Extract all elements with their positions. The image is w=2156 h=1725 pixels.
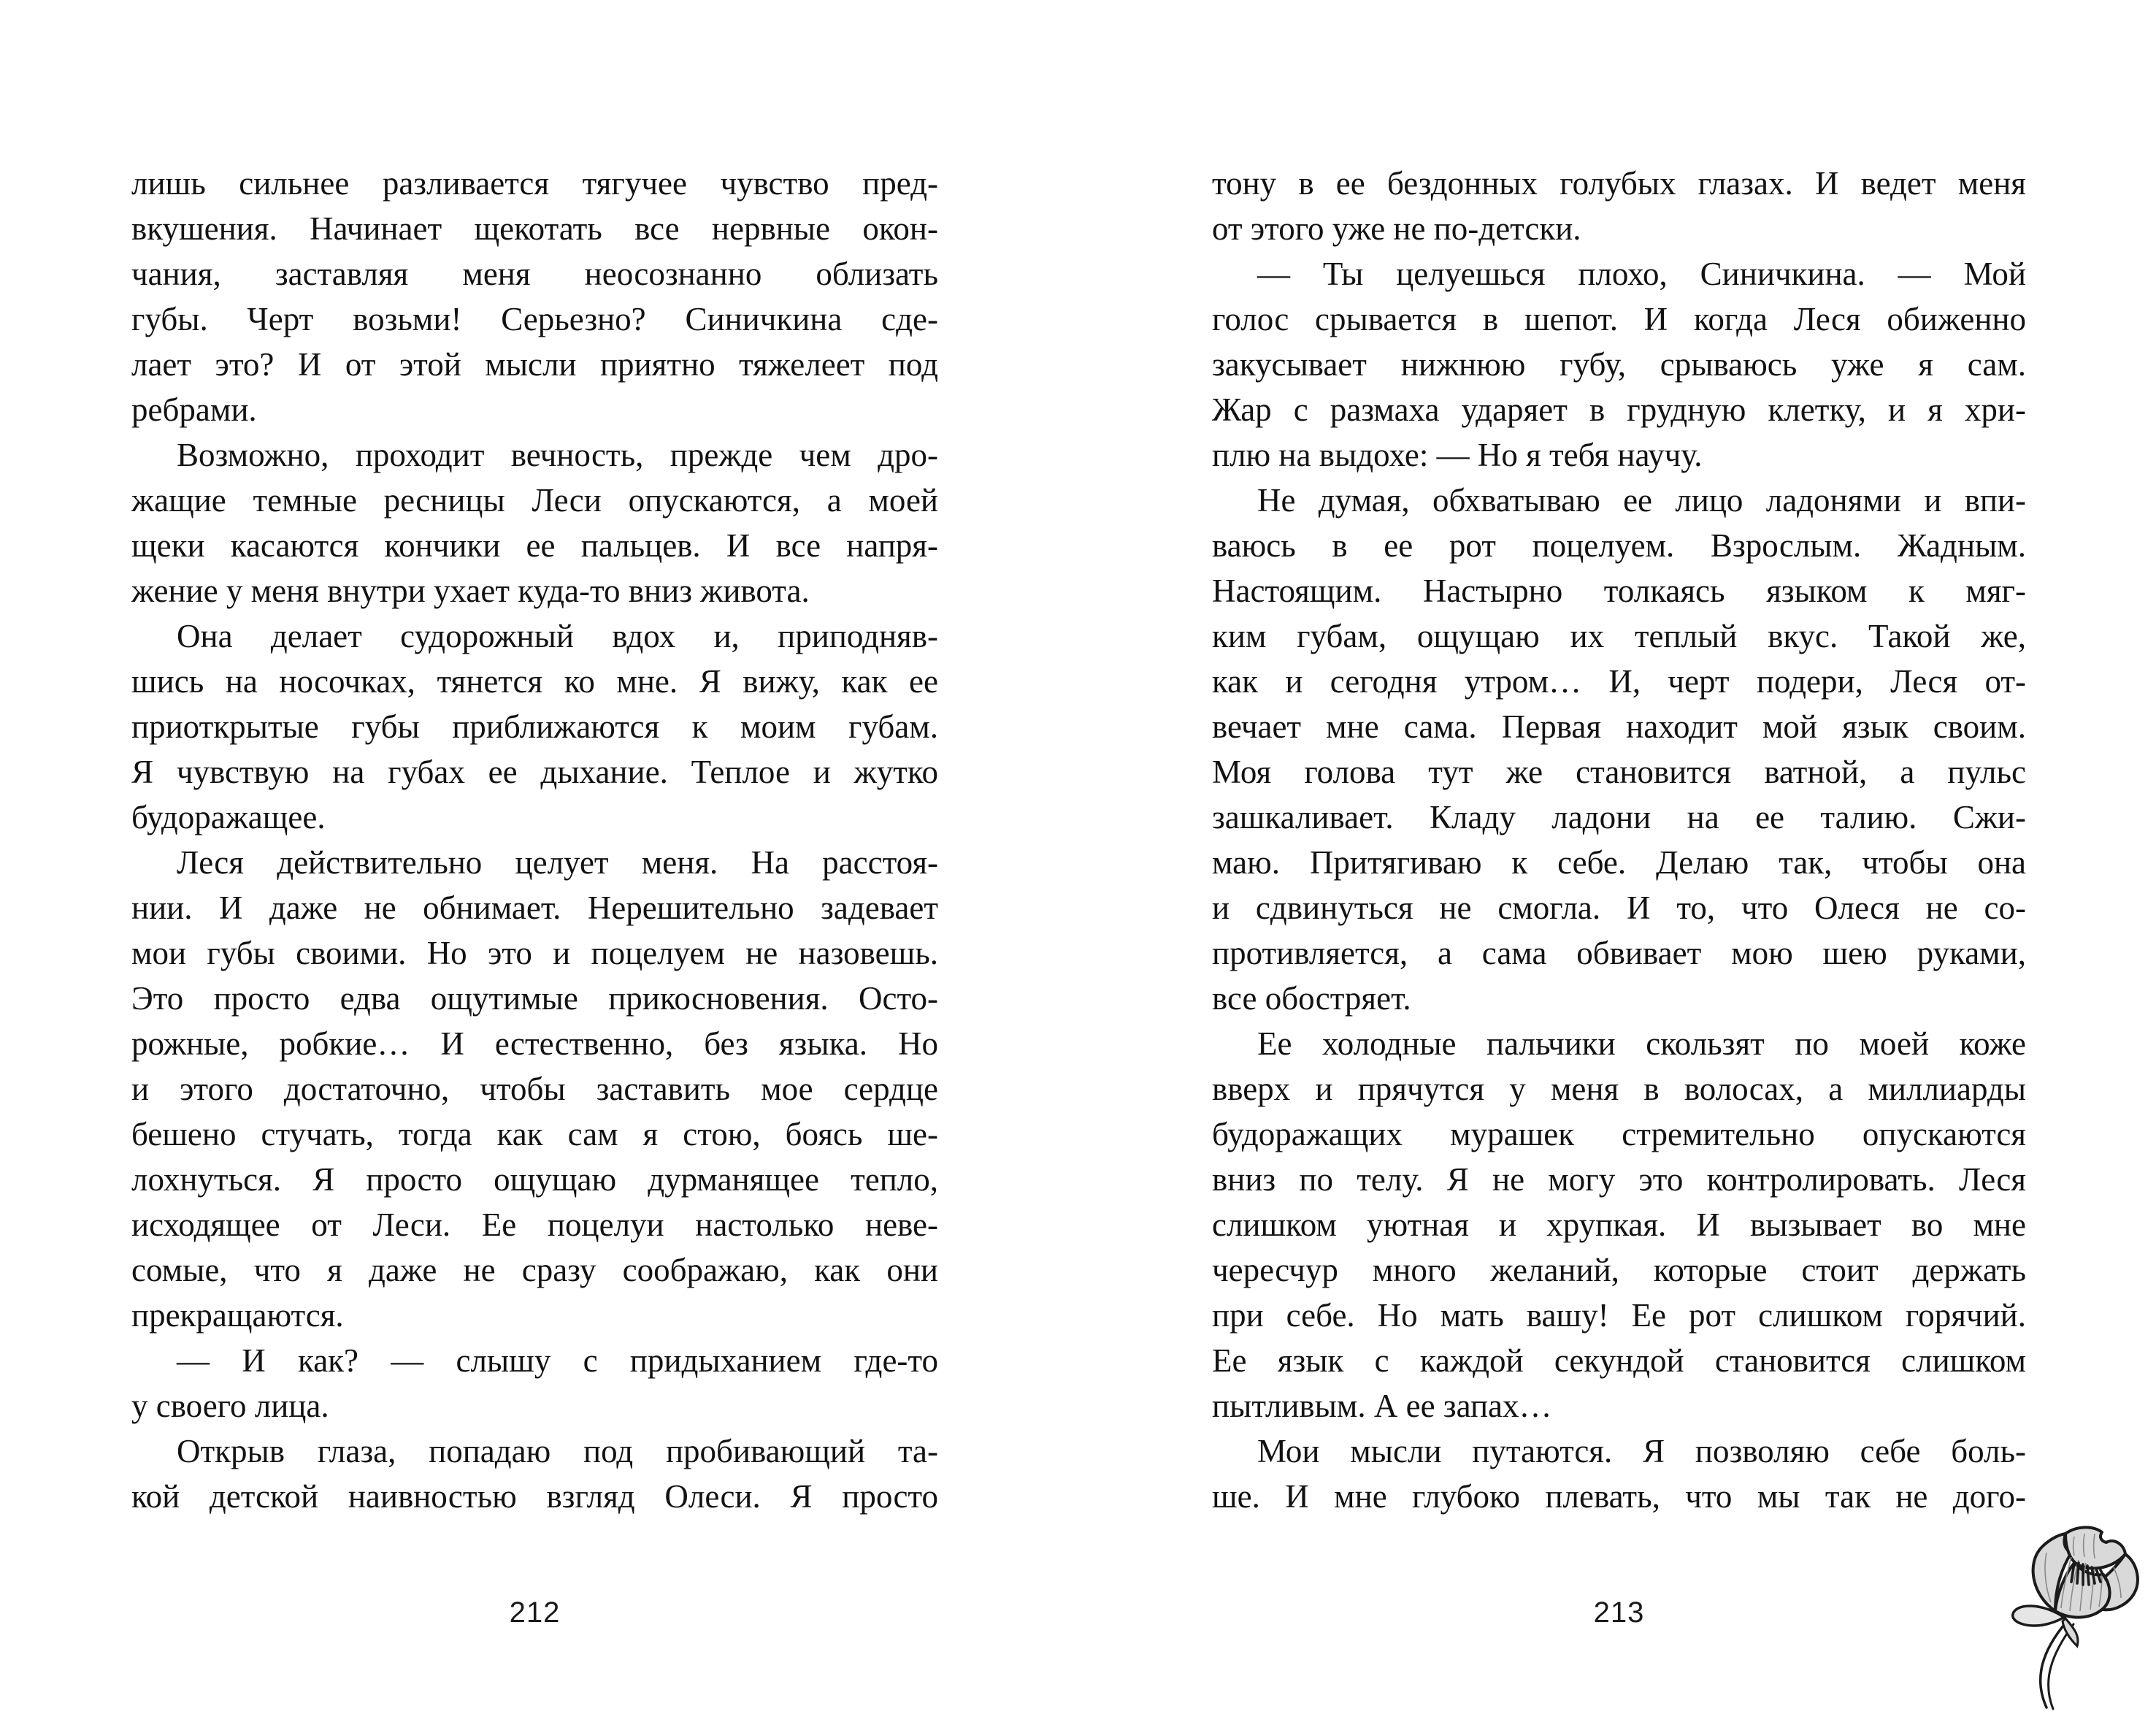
text-line: рожные, робкие… И естественно, без языка. Но bbox=[131, 1025, 938, 1062]
text-line: жение у меня внутри ухает куда-то вниз живота. bbox=[131, 573, 810, 609]
text-line: нии. И даже не обнимает. Нерешительно задевает bbox=[131, 890, 938, 926]
left-page-number: 212 bbox=[509, 1596, 561, 1629]
right-text-column bbox=[1212, 161, 2026, 1519]
text-line: слишком уютная и хрупкая. И вызывает во мне bbox=[1212, 1206, 2026, 1243]
text-line: бешено стучать, тогда как сам я стою, боясь ше- bbox=[131, 1116, 938, 1152]
text-line: ребрами. bbox=[131, 391, 257, 428]
text-line: кой детской наивностью взгляд Олеси. Я просто bbox=[131, 1478, 938, 1515]
text-line: от этого уже не по-детски. bbox=[1212, 210, 1581, 247]
text-line: будоражащее. bbox=[131, 799, 326, 835]
text-line: шись на носочках, тянется ко мне. Я вижу, как ее bbox=[131, 663, 938, 700]
text-line: лишь сильнее разливается тягучее чувство пред- bbox=[131, 165, 938, 202]
text-line: Не думая, обхватываю ее лицо ладонями и впи- bbox=[1257, 482, 2026, 519]
text-line: Открыв глаза, попадаю под пробивающий та- bbox=[177, 1433, 938, 1469]
text-line: голос срывается в шепот. И когда Леся обиженно bbox=[1212, 301, 2026, 337]
text-line: Я чувствую на губах ее дыхание. Теплое и жутко bbox=[131, 754, 938, 790]
flower-stem-line bbox=[2041, 1621, 2067, 1707]
text-line: прекращаются. bbox=[131, 1297, 344, 1334]
text-line: плю на выдохе: — Но я тебя научу. bbox=[1212, 437, 1703, 473]
text-line: чания, заставляя меня неосознанно облизать bbox=[131, 256, 938, 292]
text-line: будоражащих мурашек стремительно опускаются bbox=[1212, 1116, 2026, 1152]
text-line: ваюсь в ее рот поцелуем. Взрослым. Жадным. bbox=[1212, 527, 2026, 564]
text-line: губы. Черт возьми! Серьезно? Синичкина сде- bbox=[131, 301, 938, 337]
text-line: Она делает судорожный вдох и, приподняв- bbox=[177, 618, 938, 654]
text-line: и этого достаточно, чтобы заставить мое сердце bbox=[131, 1071, 938, 1107]
text-line: ше. И мне глубоко плевать, что мы так не дого- bbox=[1212, 1478, 2026, 1515]
text-line: противляется, а сама обвивает мою шею руками, bbox=[1212, 935, 2026, 971]
text-line: Леся действительно целует меня. На расстоя- bbox=[177, 844, 938, 881]
text-line: — Ты целуешься плохо, Синичкина. — Мой bbox=[1257, 256, 2026, 292]
text-line: — И как? — слышу с придыханием где-то bbox=[177, 1342, 938, 1379]
text-line: исходящее от Леси. Ее поцелуи настолько неве- bbox=[131, 1206, 938, 1243]
text-line: Ее язык с каждой секундой становится слишком bbox=[1212, 1342, 2026, 1379]
text-line: Настоящим. Настырно толкаясь языком к мяг- bbox=[1212, 573, 2026, 609]
left-text-column bbox=[131, 161, 938, 1519]
text-line: щеки касаются кончики ее пальцев. И все напря- bbox=[131, 527, 938, 564]
text-line: тону в ее бездонных голубых глазах. И ведет меня bbox=[1212, 165, 2026, 202]
text-line: Моя голова тут же становится ватной, а пульс bbox=[1212, 754, 2026, 790]
text-line: пытливым. А ее запах… bbox=[1212, 1388, 1552, 1424]
text-line: при себе. Но мать вашу! Ее рот слишком горячий. bbox=[1212, 1297, 2026, 1334]
text-line: ким губам, ощущаю их теплый вкус. Такой же, bbox=[1212, 618, 2026, 654]
right-page bbox=[1078, 0, 2156, 1725]
text-line: зашкаливает. Кладу ладони на ее талию. Сжи- bbox=[1212, 799, 2026, 835]
text-line: сомые, что я даже не сразу соображаю, как они bbox=[131, 1252, 938, 1288]
text-line: Возможно, проходит вечность, прежде чем дро- bbox=[177, 437, 938, 473]
text-line: мои губы своими. Но это и поцелуем не назовешь. bbox=[131, 935, 938, 971]
text-line: все обостряет. bbox=[1212, 980, 1411, 1017]
text-line: маю. Притягиваю к себе. Делаю так, чтобы она bbox=[1212, 844, 2026, 881]
text-line: вечает мне сама. Первая находит мой язык своим. bbox=[1212, 708, 2026, 745]
text-line: чересчур много желаний, которые стоит держать bbox=[1212, 1252, 2026, 1288]
text-line: Это просто едва ощутимые прикосновения. Осто- bbox=[131, 980, 938, 1017]
text-line: вверх и прячутся у меня в волосах, а миллиарды bbox=[1212, 1071, 2026, 1107]
text-line: вниз по телу. Я не могу это контролировать. Леся bbox=[1212, 1161, 2026, 1198]
text-line: лает это? И от этой мысли приятно тяжелеет под bbox=[131, 346, 938, 383]
text-line: у своего лица. bbox=[131, 1388, 329, 1424]
text-line: лохнуться. Я просто ощущаю дурманящее тепло, bbox=[131, 1161, 938, 1198]
text-line: как и сегодня утром… И, черт подери, Леся от- bbox=[1212, 663, 2026, 700]
text-line: Жар с размаха ударяет в грудную клетку, и я хри- bbox=[1212, 391, 2026, 428]
text-line: жащие темные ресницы Леси опускаются, а моей bbox=[131, 482, 938, 519]
text-line: закусывает нижнюю губу, срываюсь уже я сам. bbox=[1212, 346, 2026, 383]
text-line: и сдвинуться не смогла. И то, что Олеся не со- bbox=[1212, 890, 2026, 926]
text-line: Мои мысли путаются. Я позволяю себе боль- bbox=[1257, 1433, 2026, 1469]
text-line: вкушения. Начинает щекотать все нервные окон- bbox=[131, 210, 938, 247]
text-line: приоткрытые губы приближаются к моим губам. bbox=[131, 708, 938, 745]
right-page-number: 213 bbox=[1593, 1596, 1645, 1629]
flower-leaf bbox=[2063, 1618, 2078, 1646]
text-line: Ее холодные пальчики скользят по моей коже bbox=[1257, 1025, 2026, 1062]
poppy-flower-illustration bbox=[2004, 1525, 2156, 1718]
